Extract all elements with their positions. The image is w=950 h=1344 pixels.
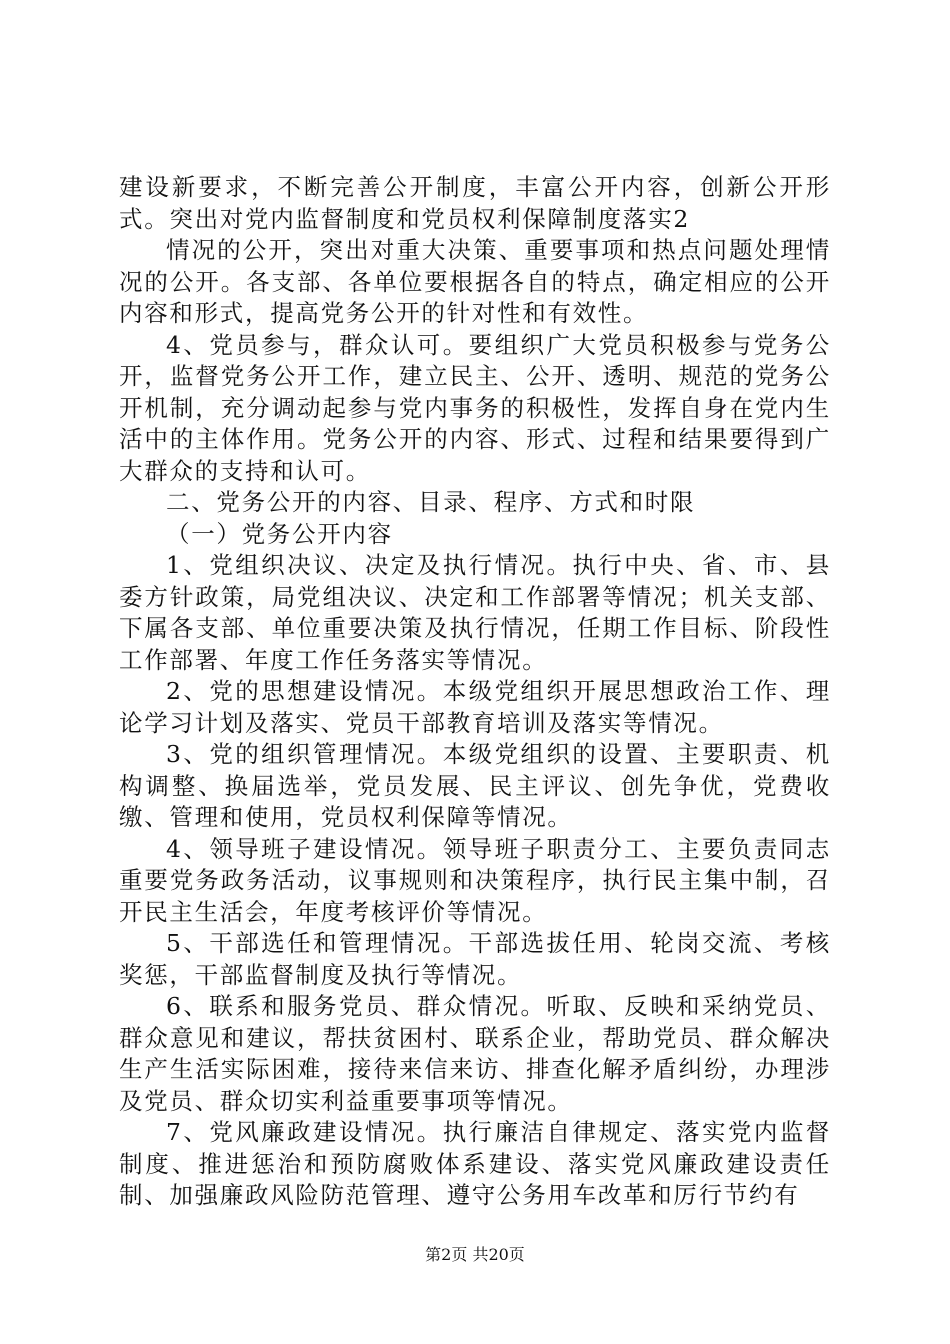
paragraph-member-participation: 4、党员参与，群众认可。要组织广大党员积极参与党务公开，监督党务公开工作，建立民主、公开、透明、规范的党务公开机制，充分调动起参与党内事务的积极性，发挥自身在党内生活中的主体作用。党务公开的内容、形式、过程和结果要得到广大群众的支持和认可。 <box>119 330 831 485</box>
page-number-footer: 第2页 共20页 <box>425 1245 525 1264</box>
subsection-heading-disclosure-content: （一）党务公开内容 <box>166 519 393 548</box>
paragraph-disclosure-situation: 情况的公开，突出对重大决策、重要事项和热点问题处理情况的公开。各支部、各单位要根据各自的特点，确定相应的公开内容和形式，提高党务公开的针对性和有效性。 <box>119 236 831 327</box>
paragraph-item-4-leadership: 4、领导班子建设情况。领导班子职责分工、主要负责同志重要党务政务活动，议事规则和决策程序，执行民主集中制，召开民主生活会，年度考核评价等情况。 <box>119 834 831 926</box>
paragraph-item-5-cadres: 5、干部选任和管理情况。干部选拔任用、轮岗交流、考核奖惩，干部监督制度及执行等情况。 <box>119 929 831 989</box>
paragraph-item-7-integrity: 7、党风廉政建设情况。执行廉洁自律规定、落实党内监督制度、推进惩治和预防腐败体系建设、落实党风廉政建设责任制、加强廉政风险防范管理、遵守公务用车改革和厉行节约有 <box>119 1118 831 1209</box>
paragraph-item-3-organization: 3、党的组织管理情况。本级党组织的设置、主要职责、机构调整、换届选举，党员发展、民主评议、创先争优，党费收缴、管理和使用，党员权利保障等情况。 <box>119 740 831 831</box>
paragraph-item-2-ideology: 2、党的思想建设情况。本级党组织开展思想政治工作、理论学习计划及落实、党员干部教育培训及落实等情况。 <box>119 677 831 737</box>
paragraph-item-1-resolutions: 1、党组织决议、决定及执行情况。执行中央、省、市、县委方针政策，局党组决议、决定和工作部署等情况；机关支部、下属各支部、单位重要决策及执行情况，任期工作目标、阶段性工作部署、年度工作任务落实等情况。 <box>119 551 831 674</box>
section-heading-content-catalog: 二、党务公开的内容、目录、程序、方式和时限 <box>166 488 696 516</box>
document-body <box>119 172 831 1212</box>
paragraph-item-6-service: 6、联系和服务党员、群众情况。听取、反映和采纳党员、群众意见和建议，帮扶贫困村、联系企业，帮助党员、群众解决生产生活实际困难，接待来信来访、排查化解矛盾纠纷，办理涉及党员、群众切实利益重要事项等情况。 <box>119 992 831 1115</box>
paragraph-continued-text: 建设新要求，不断完善公开制度，丰富公开内容，创新公开形式。突出对党内监督制度和党员权利保障制度落实2 <box>119 173 831 233</box>
